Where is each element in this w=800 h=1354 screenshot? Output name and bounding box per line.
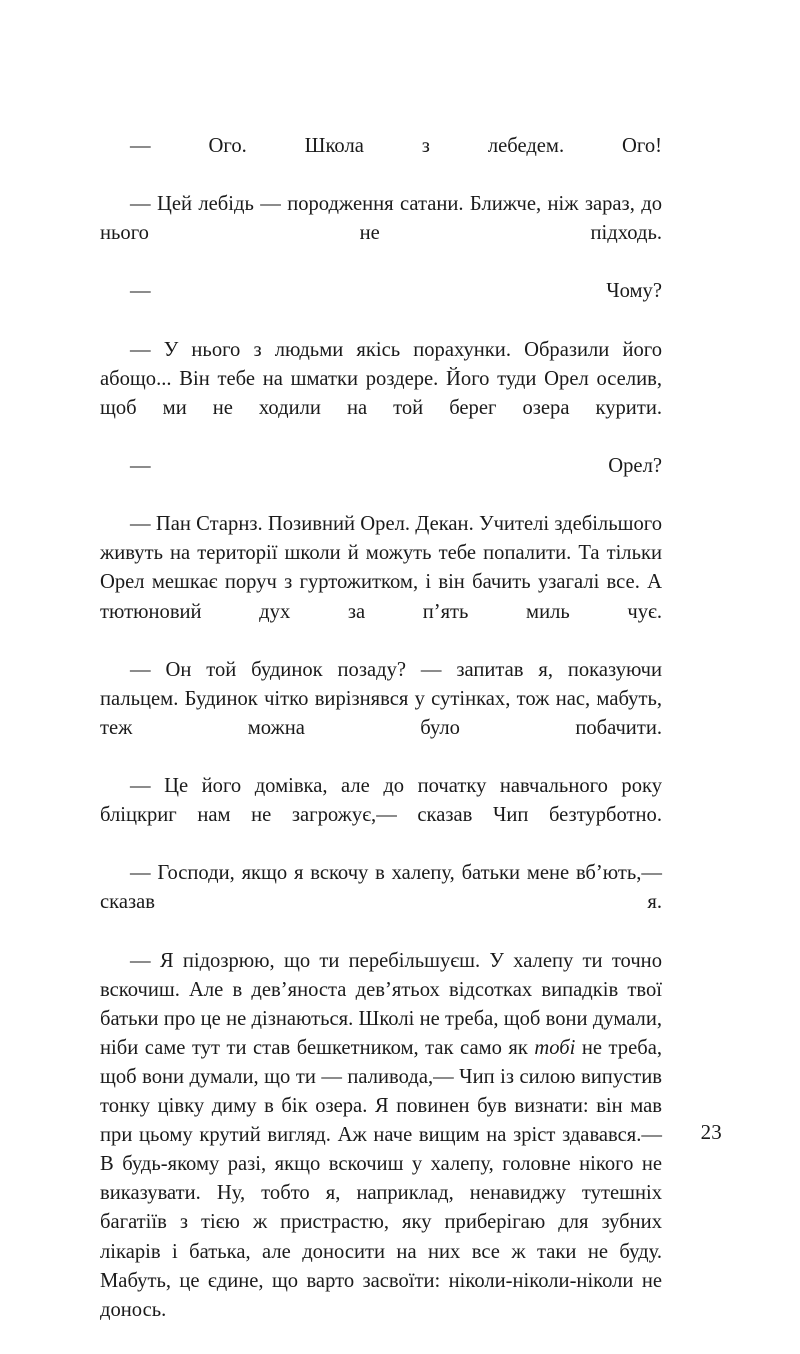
- emphasized-word: тобі: [534, 1036, 576, 1059]
- paragraph: — Господи, якщо я вскочу в халепу, батьки мене вб’ють,— сказав я.: [100, 862, 662, 914]
- paragraph: — Ого. Школа з лебедем. Ого!: [130, 135, 662, 157]
- paragraph: — Це його домівка, але до початку навчального року бліцкриг нам не загрожує,— сказав Чип безтурботно.: [100, 775, 662, 827]
- paragraph: — Пан Старнз. Позивний Орел. Декан. Учителі здебільшого живуть на території школи й можуть тебе попалити. Та тільки Орел мешкає поруч з гуртожитком, і він бачить узагалі все. А тютюновий дух за п’ять миль чує.: [100, 513, 662, 623]
- paragraph: — Чому?: [130, 280, 662, 303]
- page-text-block: [100, 132, 662, 1354]
- paragraph: — Я підозрюю, що ти перебільшуєш. У халепу ти точно вскочиш. Але в дев’яноста дев’ятьох відсотках випадків твої батьки про це не дізнаються. Школі не треба, щоб вони думали, ніби саме тут ти став бешкетником, так само як тобі не треба, щоб вони думали, що ти — паливода,— Чип із силою випустив тонку цівку диму в бік озера. Я повинен був визнати: він мав при цьому крутий вигляд. Аж наче вищим на зріст здавався.— В будь-якому разі, якщо вскочиш у халепу, головне нікого не виказувати. Ну, тобто я, наприклад, ненавиджу тутешніх багатіїв з тією ж пристрастю, яку приберігаю для зубних лікарів і батька, але доносити на них все ж таки не буду. Мабуть, це єдине, що варто засвоїти: ніколи-ніколи-ніколи не донось.: [100, 949, 662, 1321]
- paragraph: — Орел?: [130, 455, 662, 478]
- paragraph: — Цей лебідь — породження сатани. Ближче, ніж зараз, до нього не підходь.: [100, 193, 662, 245]
- paragraph: — Он той будинок позаду? — запитав я, показуючи пальцем. Будинок чітко вирізнявся у сутінках, тож нас, мабуть, теж можна було побачити.: [100, 658, 662, 739]
- page-number: 23: [700, 1120, 722, 1144]
- paragraph: — У нього з людьми якісь порахунки. Образили його абощо... Він тебе на шматки роздере. Його туди Орел оселив, щоб ми не ходили на той берег озера курити.: [100, 338, 662, 419]
